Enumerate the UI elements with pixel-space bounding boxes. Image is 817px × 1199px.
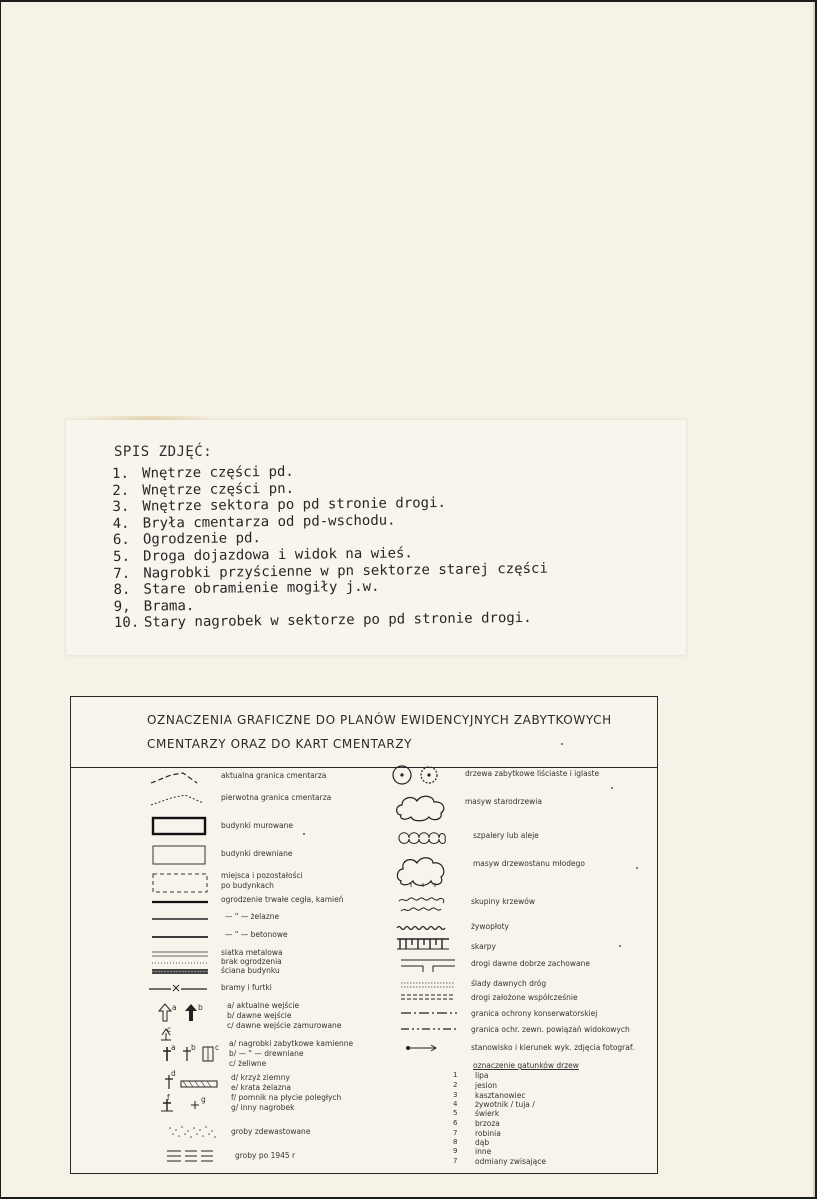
legend-entry: c/ żeliwne xyxy=(229,1059,267,1068)
legend-entry: ogrodzenie trwałe cegła, kamień xyxy=(221,895,344,904)
legend-header xyxy=(71,697,657,768)
speck xyxy=(561,743,563,745)
species-number: 7 xyxy=(453,1157,458,1165)
brick-building-symbol xyxy=(152,817,206,835)
gates-symbol xyxy=(149,983,209,993)
list-item: 2. Wnętrze części pn. xyxy=(112,480,295,499)
species-number: 8 xyxy=(453,1138,458,1146)
wire-fence-symbol xyxy=(152,951,208,957)
no-fence-symbol xyxy=(152,961,208,965)
old-tree-mass-symbol xyxy=(393,791,449,823)
legend-entry: g/ inny nagrobek xyxy=(231,1103,295,1112)
legend-subtitle: CMENTARZY ORAZ DO KART CMENTARZY xyxy=(147,737,413,751)
species-entry: inne xyxy=(475,1147,492,1156)
list-item: 1. Wnętrze części pd. xyxy=(112,463,294,482)
legend-entry: e/ krata żelazna xyxy=(231,1083,291,1092)
symbol-label: b xyxy=(198,1003,203,1012)
species-number: 3 xyxy=(453,1091,458,1099)
permanent-fence-symbol xyxy=(152,900,208,904)
legend-entry: c/ dawne wejście zamurowane xyxy=(227,1021,342,1030)
legend-entry: szpalery lub aleje xyxy=(473,831,539,840)
concrete-fence-symbol xyxy=(152,935,208,939)
legend-entry: masyw drzewostanu młodego xyxy=(473,859,585,868)
wooden-building-symbol xyxy=(152,845,206,865)
escarpment-symbol xyxy=(397,937,449,951)
legend-entry: drogi założone współcześnie xyxy=(471,993,578,1002)
symbol-label: a xyxy=(172,1003,177,1012)
list-item: 9, Brama. xyxy=(113,597,195,615)
post-1945-graves-symbol xyxy=(167,1149,217,1165)
list-item: 6. Ogrodzenie pd. xyxy=(112,530,262,549)
legend-entry: skarpy xyxy=(471,942,496,951)
legend-entry: drzewa zabytkowe liściaste i iglaste xyxy=(465,769,600,778)
species-entry: robinia xyxy=(475,1129,501,1138)
species-entry: jesion xyxy=(475,1081,498,1090)
list-item: 3. Wnętrze sektora po pd stronie drogi. xyxy=(112,495,447,516)
species-entry: odmiany zwisające xyxy=(475,1157,546,1166)
legend-entry: f/ pomnik na płycie poległych xyxy=(231,1093,342,1102)
legend-entry: budynki murowane xyxy=(221,821,293,830)
legend-entry: groby zdewastowane xyxy=(231,1127,311,1136)
list-item: 5. Droga dojazdowa i widok na wieś. xyxy=(113,545,413,565)
legend-entry: po budynkach xyxy=(221,881,274,890)
historic-trees-icon xyxy=(391,763,443,787)
species-number: 4 xyxy=(453,1100,458,1108)
shrubs-symbol xyxy=(397,895,445,917)
species-number: 5 xyxy=(453,1109,458,1117)
species-number: 7 xyxy=(453,1129,458,1137)
speck xyxy=(303,833,305,835)
legend-entry: skupiny krzewów xyxy=(471,897,536,906)
speck xyxy=(611,787,613,789)
species-number: 6 xyxy=(453,1119,458,1127)
legend-title: OZNACZENIA GRAFICZNE DO PLANÓW EWIDENCYJNYCH ZABYTKOWYCH xyxy=(147,713,612,727)
protection-zone-symbol xyxy=(401,1011,457,1015)
species-heading: oznaczenie gatunków drzew xyxy=(473,1061,579,1070)
legend-entry: aktualna granica cmentarza xyxy=(221,771,327,780)
legend-entry: żywopłoty xyxy=(471,922,509,931)
iron-fence-symbol xyxy=(152,917,208,921)
legend-entry: ślady dawnych dróg xyxy=(471,979,547,988)
species-entry: lipa xyxy=(475,1071,489,1080)
legend-entry: — " — żelazne xyxy=(225,912,280,921)
legend-entry: granica ochrony konserwatorskiej xyxy=(471,1009,598,1018)
symbol-label: c xyxy=(167,1025,172,1034)
legend-entry: drogi dawne dobrze zachowane xyxy=(471,959,590,968)
legend-entry: b/ — " — drewniane xyxy=(229,1049,304,1058)
photo-list-title: SPIS ZDJĘĆ: xyxy=(114,444,213,460)
legend-entry: ściana budynku xyxy=(221,966,280,975)
photo-position-arrow-icon xyxy=(405,1043,439,1053)
symbol-label: g xyxy=(201,1095,206,1104)
symbol-label: d xyxy=(171,1069,176,1078)
hedges-symbol xyxy=(397,925,447,931)
species-number: 9 xyxy=(453,1147,458,1155)
legend-entry: b/ dawne wejście xyxy=(227,1011,292,1020)
symbol-label: a xyxy=(171,1043,176,1052)
legend-entry: a/ nagrobki zabytkowe kamienne xyxy=(229,1039,354,1048)
list-item: 7. Nagrobki przyścienne w pn sektorze starej części xyxy=(113,560,548,582)
building-wall-symbol xyxy=(152,969,208,974)
species-number: 1 xyxy=(453,1071,458,1079)
legend-entry: a/ aktualne wejście xyxy=(227,1001,300,1010)
original-boundary-symbol xyxy=(149,793,205,807)
view-zone-symbol xyxy=(401,1027,457,1031)
legend-entry: bramy i furtki xyxy=(221,983,272,992)
alleys-symbol xyxy=(395,829,449,847)
current-boundary-symbol xyxy=(149,771,199,785)
building-remains-symbol xyxy=(152,873,208,893)
symbol-label: f xyxy=(167,1093,170,1102)
species-entry: brzoza xyxy=(475,1119,500,1128)
legend-entry: d/ krzyż ziemny xyxy=(231,1073,290,1082)
legend-entry: miejsca i pozostałości xyxy=(221,871,303,880)
species-entry: żywotnik / tuja / xyxy=(475,1100,535,1109)
photo-list xyxy=(112,461,549,632)
speck xyxy=(636,867,638,869)
species-entry: kasztanowiec xyxy=(475,1091,526,1100)
speck xyxy=(619,945,621,947)
symbol-label: c xyxy=(215,1043,220,1052)
list-item: 10. Stary nagrobek w sektorze po pd stronie drogi. xyxy=(113,610,532,632)
symbol-label: b xyxy=(191,1043,196,1052)
legend-entry: masyw starodrzewia xyxy=(465,797,542,806)
list-item: 8. Stare obramienie mogiły j.w. xyxy=(113,578,380,599)
list-item: 4. Bryła cmentarza od pd-wschodu. xyxy=(112,512,396,532)
species-entry: dąb xyxy=(475,1138,490,1147)
legend-entry: granica ochr. zewn. powiązań widokowych xyxy=(471,1025,630,1034)
legend-entry: groby po 1945 r xyxy=(235,1151,296,1160)
legend-entry: brak ogrodzenia xyxy=(221,957,282,966)
legend-entry: pierwotna granica cmentarza xyxy=(221,793,332,802)
old-roads-symbol xyxy=(401,957,455,973)
legend-entry: budynki drewniane xyxy=(221,849,293,858)
legend-entry: — " — betonowe xyxy=(225,930,288,939)
species-entry: świerk xyxy=(475,1109,500,1118)
modern-roads-symbol xyxy=(401,993,455,1001)
young-tree-mass-symbol xyxy=(395,853,449,887)
legend-card xyxy=(70,696,658,1174)
species-number: 2 xyxy=(453,1081,458,1089)
legend-entry: siatka metalowa xyxy=(221,948,283,957)
devastated-graves-symbol xyxy=(167,1125,217,1139)
road-traces-symbol xyxy=(401,981,455,989)
legend-entry: stanowisko i kierunek wyk. zdjęcia fotograf. xyxy=(471,1043,635,1052)
